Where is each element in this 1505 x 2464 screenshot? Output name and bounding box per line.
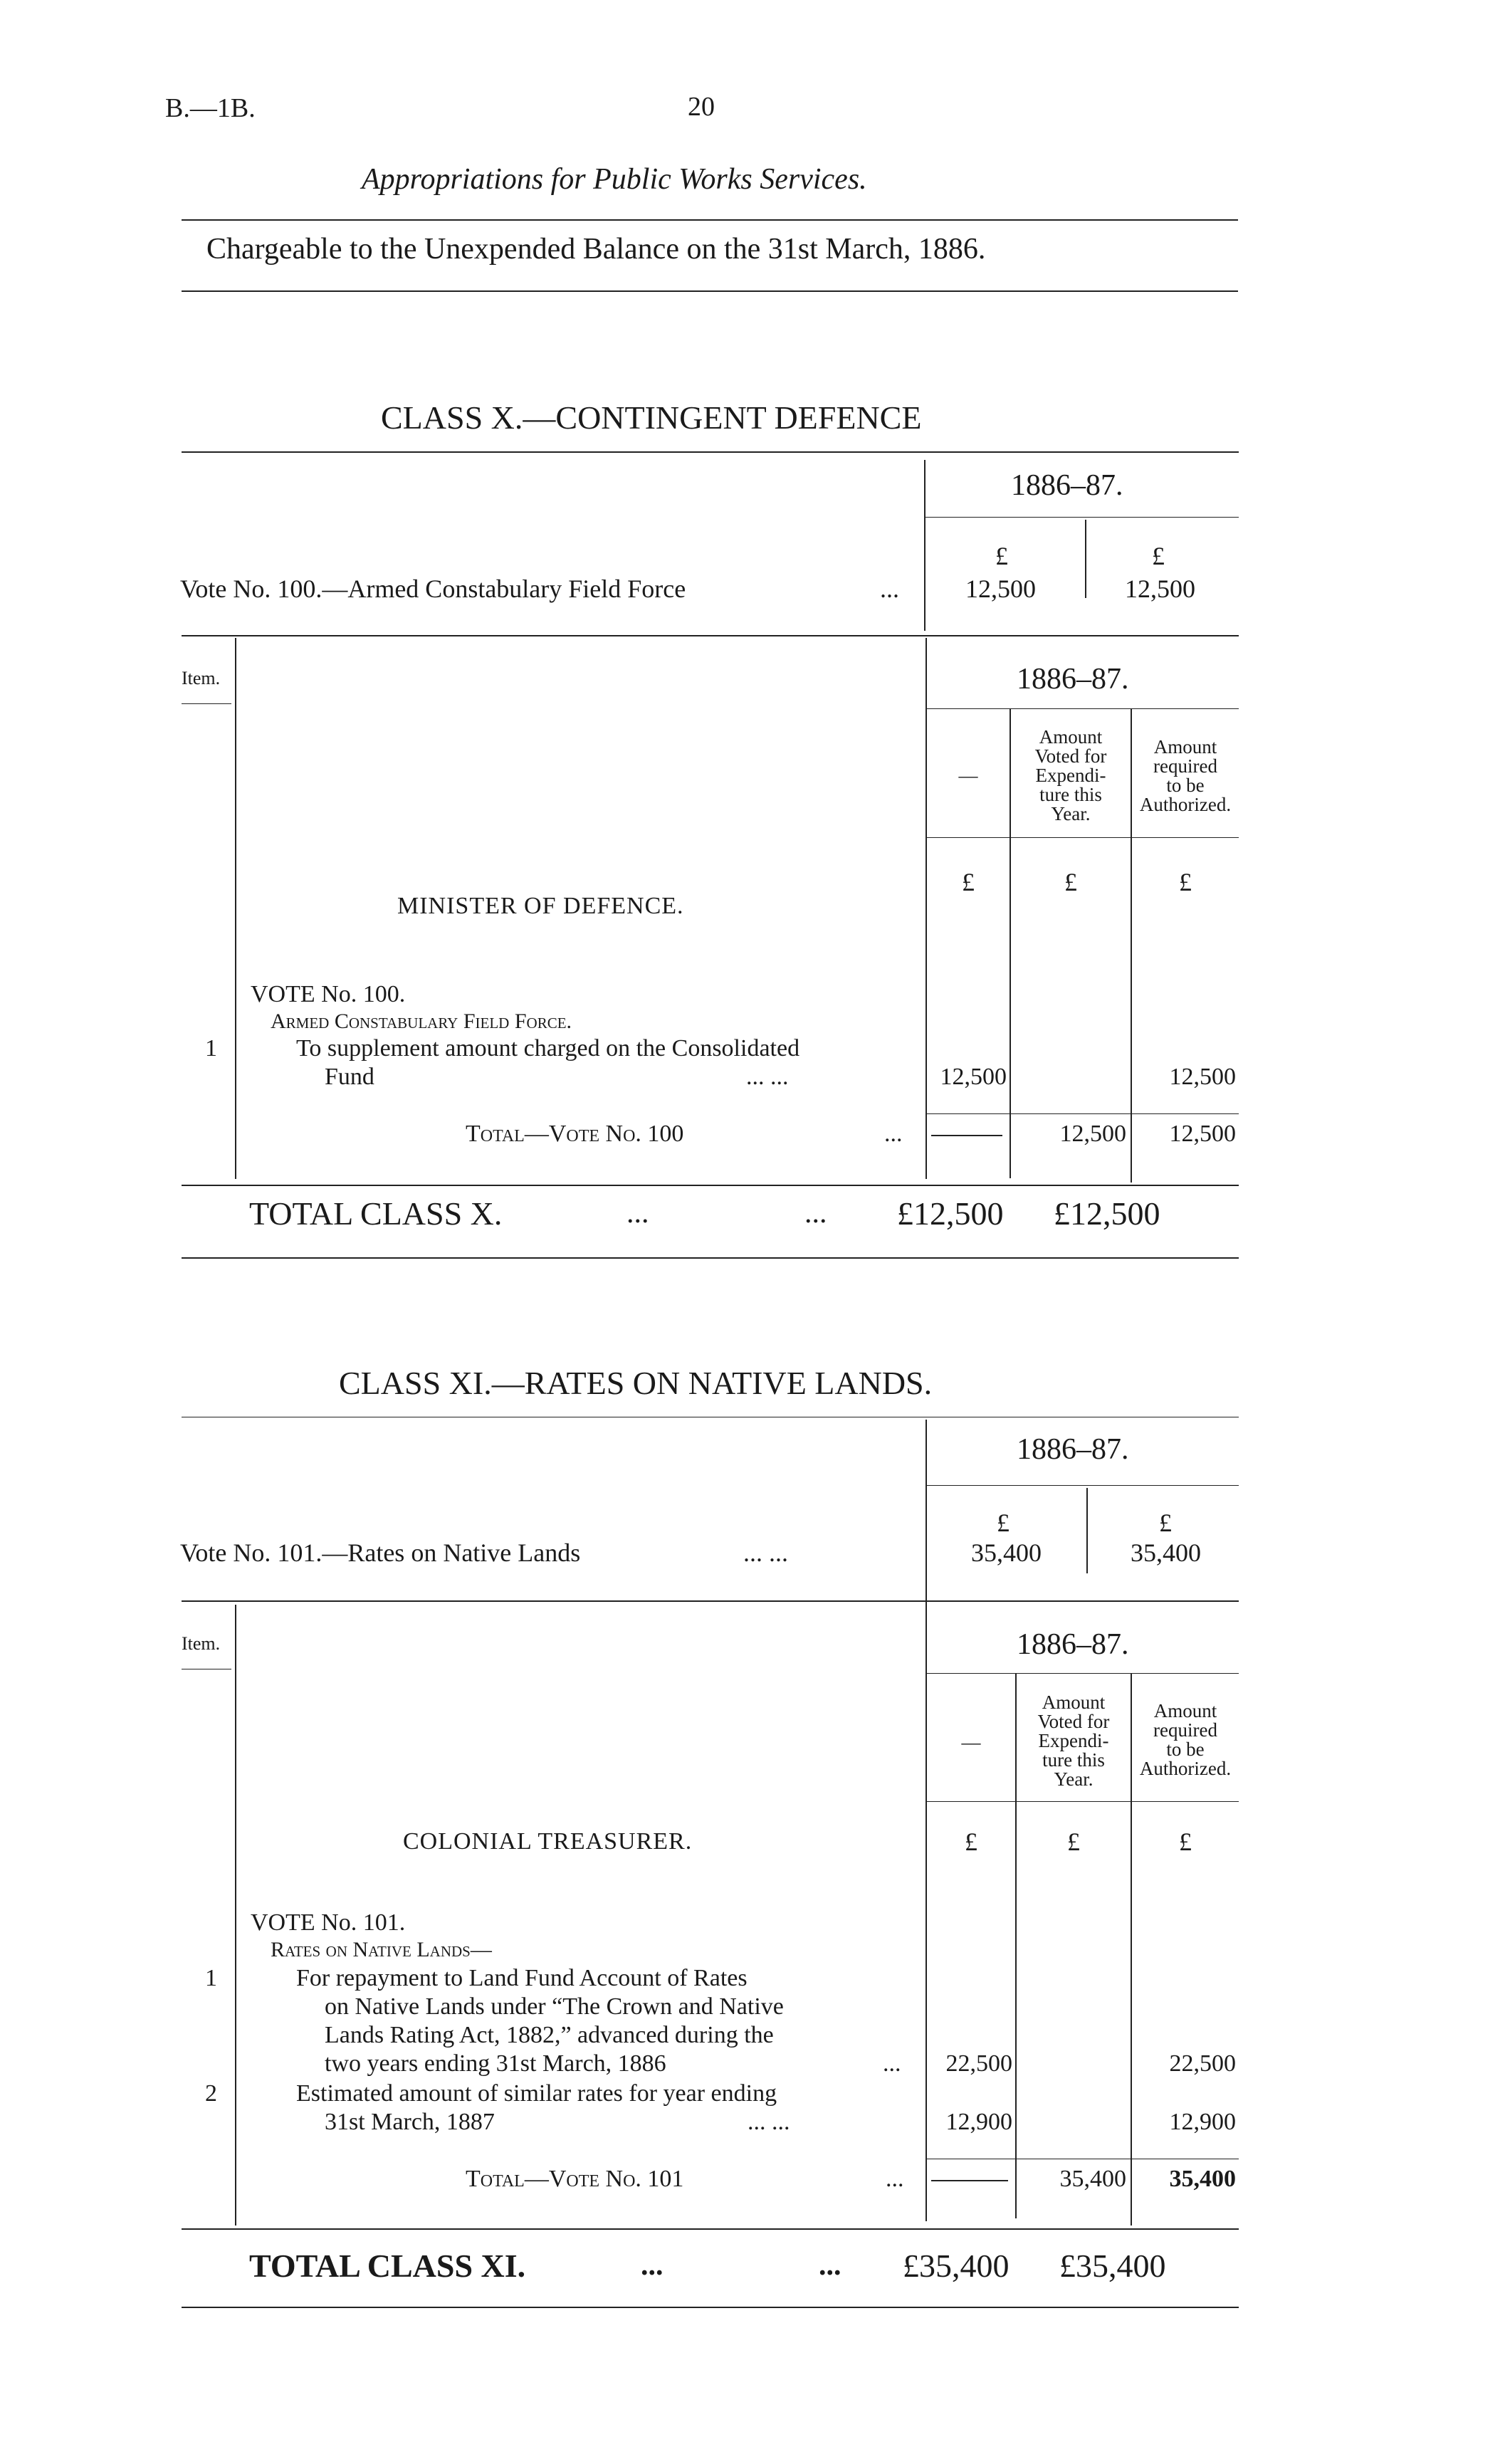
- item-text-line-2: Fund: [325, 1064, 374, 1090]
- class-x-total-dots-2: ...: [804, 1197, 827, 1230]
- item-column-header: Item.: [182, 1633, 221, 1654]
- summary-value-1: 35,400: [971, 1538, 1042, 1567]
- item-number: 2: [205, 2080, 217, 2107]
- vote-total-value-3: 12,500: [1169, 1121, 1236, 1147]
- currency-3: £: [1179, 868, 1192, 896]
- item-dots: ...: [883, 2050, 901, 2077]
- item-text-line-2: on Native Lands under “The Crown and Native: [325, 1993, 784, 2020]
- vote-total-dots: ...: [884, 1121, 903, 1147]
- class-x-total-label: TOTAL CLASS X.: [249, 1195, 503, 1232]
- summary-bottom-rule: [182, 635, 1239, 636]
- currency-2: £: [1067, 1828, 1080, 1856]
- page-subtitle: Chargeable to the Unexpended Balance on the 31st March, 1886.: [206, 233, 986, 266]
- item-value-3: 22,500: [1169, 2050, 1236, 2077]
- item-value-1: 22,500: [945, 2050, 1012, 2077]
- summary-value-2: 35,400: [1131, 1538, 1201, 1567]
- item-dots: ... ...: [746, 1064, 789, 1090]
- item-text-line-4: two years ending 31st March, 1886: [325, 2050, 666, 2077]
- vote-total-dash: [931, 2180, 1008, 2181]
- summary-dots: ...: [880, 575, 899, 603]
- item-text-line-2: 31st March, 1887: [325, 2109, 495, 2135]
- vote-total-label: Total—Vote No. 100: [466, 1121, 684, 1147]
- col-header-1: —: [961, 1731, 981, 1753]
- item-column-divider: [235, 1605, 236, 2226]
- vote-title: VOTE No. 101.: [251, 1909, 406, 1936]
- vote-total-dash: [931, 1135, 1002, 1136]
- vote-total-rule: [925, 1113, 1239, 1114]
- header-rule-top: [182, 219, 1238, 221]
- class-x-total-value-2: £12,500: [1054, 1195, 1160, 1232]
- item-header-rule: [182, 703, 231, 704]
- amount-column-divider: [925, 638, 927, 1179]
- summary-dots: ... ...: [743, 1538, 788, 1567]
- item-text-line-3: Lands Rating Act, 1882,” advanced during the: [325, 2022, 774, 2048]
- summary-vote-label: Vote No. 100.—Armed Constabulary Field Force: [180, 575, 686, 603]
- class-xi-total-dots-1: ...: [641, 2249, 664, 2282]
- item-value-3: 12,500: [1169, 1064, 1236, 1090]
- item-dots: ... ...: [748, 2109, 790, 2135]
- table-year-rule: [925, 708, 1239, 709]
- vote-subtitle: Armed Constabulary Field Force.: [271, 1010, 572, 1033]
- col-header-3: Amount required to be Authorized.: [1139, 736, 1232, 815]
- vote-title: VOTE No. 100.: [251, 981, 406, 1007]
- class-x-total-rule-top: [182, 1185, 1239, 1186]
- col-header-1: —: [958, 765, 978, 786]
- summary-year-rule: [925, 1485, 1239, 1486]
- class-xi-total-dots-2: ...: [819, 2249, 841, 2282]
- summary-pound-2: £: [1152, 542, 1165, 570]
- item-value-1: 12,900: [945, 2109, 1012, 2135]
- summary-col-divider: [1085, 520, 1086, 598]
- class-xi-heading: CLASS XI.—RATES ON NATIVE LANDS.: [339, 1365, 933, 1401]
- col-header-3: Amount required to be Authorized.: [1139, 1700, 1232, 1779]
- vote-total-value-2: 12,500: [1059, 1121, 1126, 1147]
- summary-vote-label: Vote No. 101.—Rates on Native Lands: [180, 1538, 581, 1567]
- summary-pound-1: £: [995, 542, 1008, 570]
- vote-total-dots: ...: [886, 2166, 904, 2192]
- item-value-3: 12,900: [1169, 2109, 1236, 2135]
- class-x-total-dots-1: ...: [626, 1197, 649, 1230]
- table-year-rule: [925, 1673, 1239, 1674]
- col-header-rule: [925, 837, 1239, 838]
- page-number: 20: [688, 92, 715, 122]
- item-number: 1: [205, 1965, 217, 1991]
- currency-1: £: [962, 868, 975, 896]
- class-x-heading-rule: [182, 451, 1239, 453]
- summary-year-rule: [924, 517, 1239, 518]
- summary-bottom-rule: [182, 1600, 1239, 1602]
- department-heading: COLONIAL TREASURER.: [403, 1828, 693, 1855]
- item-text-line-1: For repayment to Land Fund Account of Rates: [296, 1965, 748, 1991]
- col-header-rule: [925, 1801, 1239, 1802]
- col-header-2: Amount Voted for Expendi- ture this Year.: [1037, 1692, 1110, 1790]
- summary-divider: [924, 460, 925, 631]
- summary-value-1: 12,500: [965, 575, 1036, 603]
- class-xi-total-rule-top: [182, 2228, 1239, 2230]
- header-rule-bottom: [182, 290, 1238, 292]
- summary-col-divider: [1086, 1488, 1088, 1573]
- currency-2: £: [1064, 868, 1077, 896]
- currency-1: £: [965, 1828, 977, 1856]
- col-header-2: Amount Voted for Expendi- ture this Year.: [1034, 726, 1107, 824]
- summary-year: 1886–87.: [1017, 1433, 1129, 1466]
- item-text-line-1: To supplement amount charged on the Consolidated: [296, 1035, 800, 1061]
- table-year: 1886–87.: [1017, 1628, 1129, 1661]
- table-year: 1886–87.: [1017, 663, 1129, 696]
- vote-total-value-2: 35,400: [1059, 2166, 1126, 2192]
- item-text-line-1: Estimated amount of similar rates for year ending: [296, 2080, 777, 2107]
- department-heading: MINISTER OF DEFENCE.: [397, 893, 684, 919]
- summary-year: 1886–87.: [1011, 469, 1123, 502]
- vote-total-value-3: 35,400: [1169, 2166, 1236, 2192]
- summary-value-2: 12,500: [1125, 575, 1195, 603]
- vote-total-label: Total—Vote No. 101: [466, 2166, 684, 2192]
- summary-pound-2: £: [1159, 1509, 1172, 1537]
- class-x-total-rule-bottom: [182, 1257, 1239, 1259]
- summary-divider: [925, 1420, 927, 1606]
- class-xi-total-rule-bottom: [182, 2307, 1239, 2308]
- page-title: Appropriations for Public Works Services.: [362, 163, 867, 196]
- item-column-header: Item.: [182, 668, 221, 688]
- item-number: 1: [205, 1035, 217, 1061]
- currency-3: £: [1179, 1828, 1192, 1856]
- class-xi-total-label: TOTAL CLASS XI.: [249, 2248, 526, 2284]
- summary-pound-1: £: [997, 1509, 1010, 1537]
- class-x-heading: CLASS X.—CONTINGENT DEFENCE: [381, 399, 922, 436]
- document-reference: B.—1B.: [165, 93, 256, 123]
- class-xi-total-value-2: £35,400: [1059, 2248, 1166, 2284]
- vote-subtitle: Rates on Native Lands—: [271, 1938, 492, 1961]
- item-value-1: 12,500: [940, 1064, 1007, 1090]
- class-x-total-value-1: £12,500: [897, 1195, 1004, 1232]
- class-xi-total-value-1: £35,400: [903, 2248, 1010, 2284]
- item-column-divider: [235, 638, 236, 1179]
